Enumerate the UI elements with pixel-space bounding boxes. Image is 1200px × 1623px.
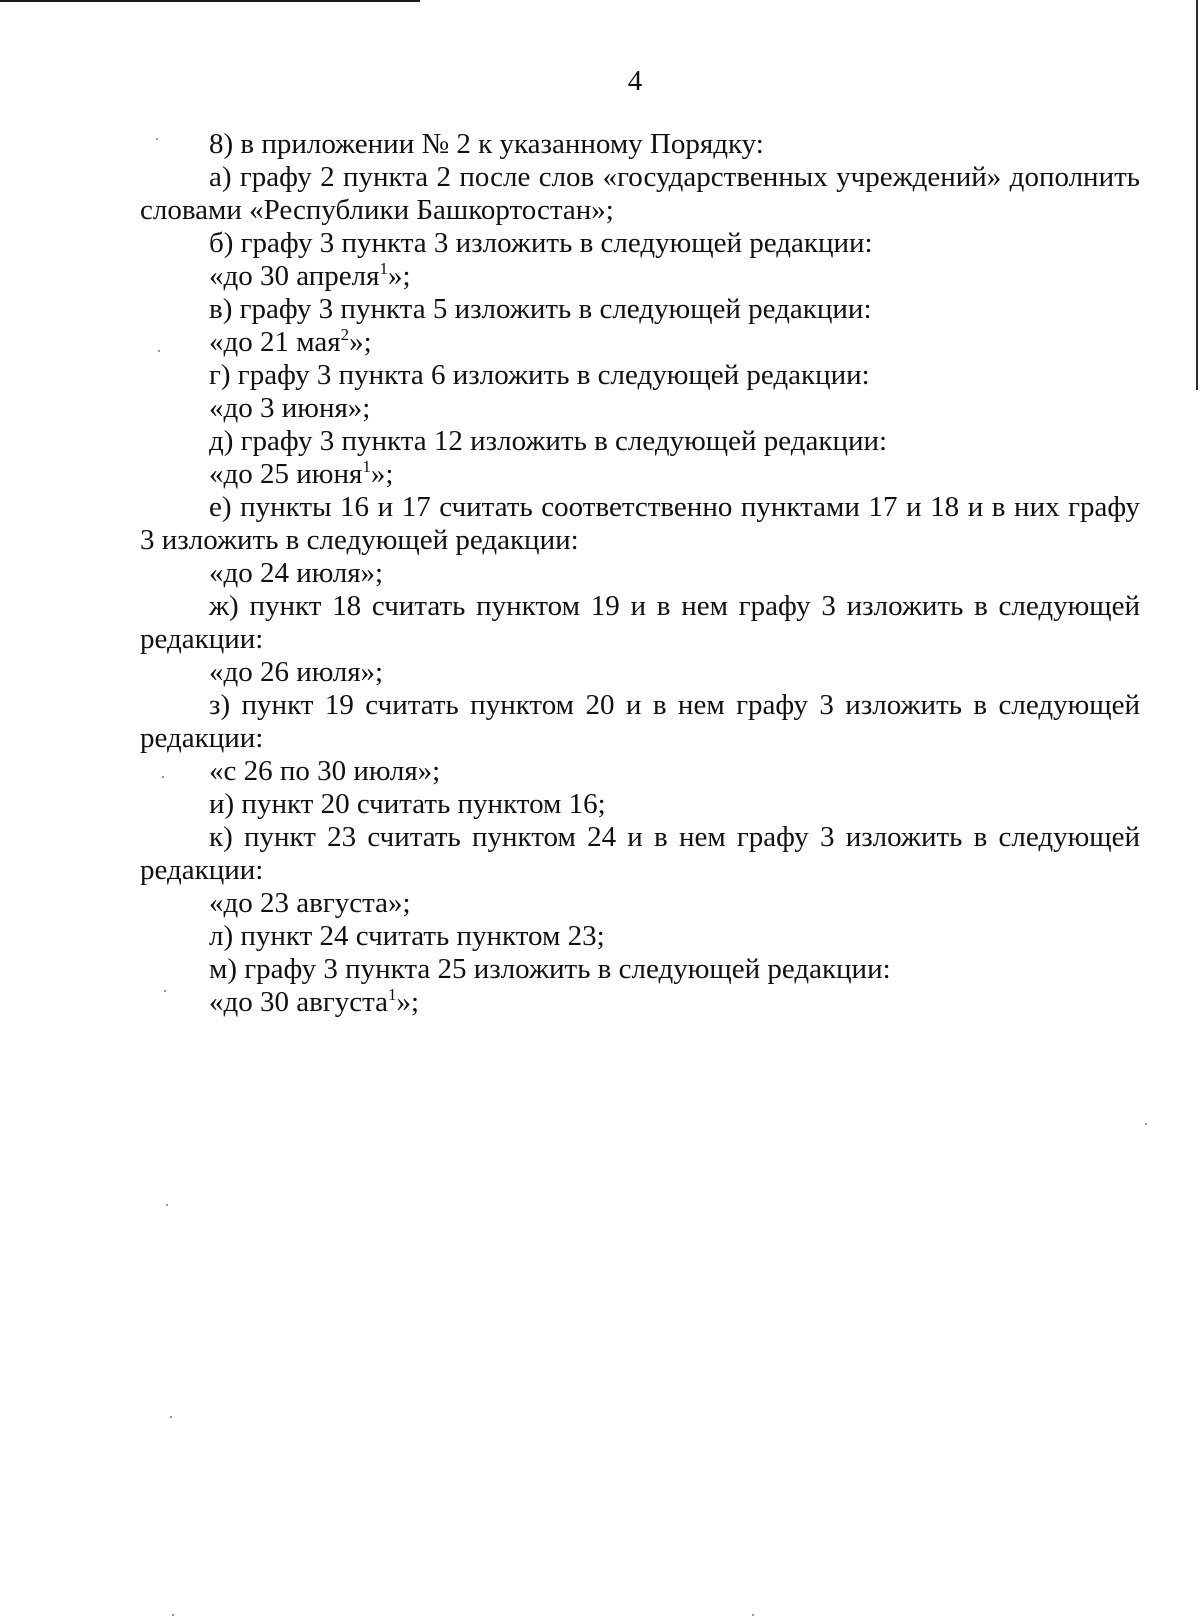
quote-text: «до 30 августа xyxy=(209,986,388,1018)
scan-speck xyxy=(172,1614,174,1616)
quote-b xyxy=(140,260,1140,293)
scan-speck xyxy=(164,990,166,992)
scan-edge-right xyxy=(1196,0,1198,390)
quote-tail: »; xyxy=(387,260,411,292)
quote-e: «до 24 июля»; xyxy=(209,557,384,589)
footnote-mark: 2 xyxy=(340,325,350,344)
paragraph-8: 8) в приложении № 2 к указанному Порядку: xyxy=(209,128,764,160)
paragraph-m: м) графу 3 пункта 25 изложить в следующей редакции: xyxy=(209,953,891,985)
scan-speck xyxy=(162,776,164,778)
scan-speck xyxy=(752,1614,754,1616)
paragraph-b: б) графу 3 пункта 3 изложить в следующей редакции: xyxy=(209,227,873,259)
paragraph-z: з) пункт 19 считать пунктом 20 и в нем графу 3 изложить в следующей редакции: xyxy=(140,689,1140,754)
quote-g: «до 3 июня»; xyxy=(209,392,371,424)
quote-text: «до 21 мая xyxy=(209,326,341,358)
quote-tail: »; xyxy=(349,326,372,358)
quote-z: «с 26 по 30 июля»; xyxy=(209,755,441,787)
scan-speck xyxy=(170,1416,172,1418)
paragraph-k: к) пункт 23 считать пунктом 24 и в нем графу 3 изложить в следующей редакции: xyxy=(140,821,1140,886)
scan-speck xyxy=(158,350,160,352)
quote-v xyxy=(140,326,1140,359)
footnote-mark: 1 xyxy=(379,259,388,278)
footnote-mark: 1 xyxy=(387,985,397,1004)
paragraph-d: д) графу 3 пункта 12 изложить в следующей редакции: xyxy=(209,425,888,457)
scan-speck xyxy=(1145,1123,1147,1125)
paragraph-g: г) графу 3 пункта 6 изложить в следующей редакции: xyxy=(209,359,870,391)
paragraph-l: л) пункт 24 считать пунктом 23; xyxy=(209,920,605,952)
paragraph-e: е) пункты 16 и 17 считать соответственно пунктами 17 и 18 и в них графу 3 изложить в следующей редакции: xyxy=(140,491,1140,556)
quote-k: «до 23 августа»; xyxy=(209,887,411,919)
footnote-mark: 1 xyxy=(362,457,371,476)
scan-speck xyxy=(156,138,158,140)
paragraph-a: а) графу 2 пункта 2 после слов «государственных учреждений» дополнить словами «Республики Башкортостан»; xyxy=(140,161,1140,226)
document-body xyxy=(140,128,1140,1019)
quote-text: «до 25 июня xyxy=(209,458,363,490)
scan-speck xyxy=(166,1204,168,1206)
paragraph-zh: ж) пункт 18 считать пунктом 19 и в нем графу 3 изложить в следующей редакции: xyxy=(140,590,1140,655)
quote-zh: «до 26 июля»; xyxy=(209,656,384,688)
quote-tail: »; xyxy=(396,986,420,1018)
quote-text: «до 30 апреля xyxy=(209,260,380,292)
paragraph-v: в) графу 3 пункта 5 изложить в следующей редакции: xyxy=(209,293,872,325)
quote-m xyxy=(140,986,1140,1019)
quote-tail: »; xyxy=(370,458,394,490)
scan-edge-top xyxy=(0,0,420,2)
page-number: 4 xyxy=(627,65,643,97)
paragraph-i: и) пункт 20 считать пунктом 16; xyxy=(209,788,606,820)
quote-d xyxy=(140,458,1140,491)
